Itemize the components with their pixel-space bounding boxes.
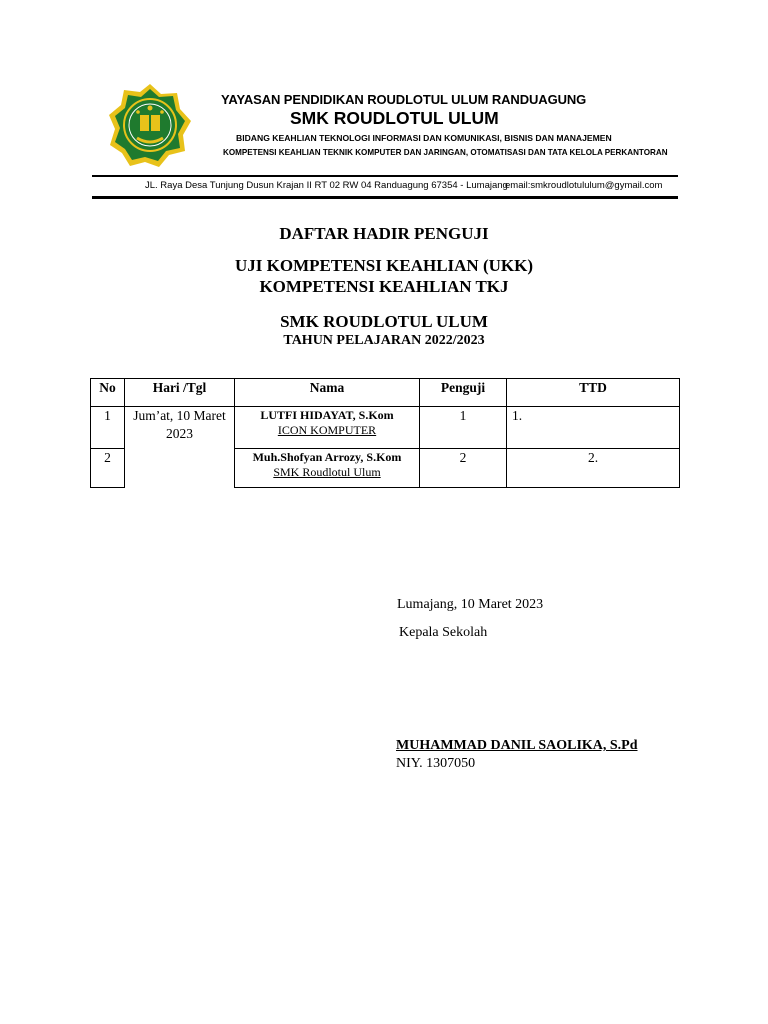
principal-name: MUHAMMAD DANIL SAOLIKA, S.Pd	[396, 738, 638, 753]
header-day-date: Hari /Tgl	[152, 380, 207, 395]
header-no: No	[99, 380, 116, 395]
academic-year: TAHUN PELAJARAN 2022/2023	[283, 333, 485, 348]
competence-line: KOMPETENSI KEAHLIAN TEKNIK KOMPUTER DAN JARINGAN, OTOMATISASI DAN TATA KELOLA PERKANTORAN	[223, 148, 668, 157]
foundation-name: YAYASAN PENDIDIKAN ROUDLOTUL ULUM RANDUAGUNG	[221, 92, 587, 107]
examiner-name: Muh.Shofyan Arrozy, S.Kom	[252, 450, 402, 464]
header-name: Nama	[309, 380, 345, 395]
row-day-date: Jum’at, 10 Maret 2023	[133, 408, 226, 441]
school-address: JL. Raya Desa Tunjung Dusun Krajan II RT 02 RW 04 Randuagung 67354 - Lumajang	[145, 180, 508, 191]
signature-place-date: Lumajang, 10 Maret 2023	[397, 597, 544, 612]
header-signature: TTD	[579, 380, 607, 395]
school-name: SMK ROUDLOTUL ULUM	[290, 108, 499, 128]
letterhead-rule-bottom	[92, 196, 678, 199]
row-signature: 2.	[587, 450, 599, 465]
competence-title: KOMPETENSI KEAHLIAN TKJ	[259, 277, 509, 296]
examiner-name: LUTFI HIDAYAT, S.Kom	[260, 408, 394, 422]
signature-position: Kepala Sekolah	[399, 625, 488, 640]
school-title: SMK ROUDLOTUL ULUM	[280, 312, 488, 331]
header-examiner: Penguji	[440, 380, 486, 395]
examiner-organization: SMK Roudlotul Ulum	[273, 465, 381, 479]
letterhead-rule-top	[92, 175, 678, 177]
document-title: DAFTAR HADIR PENGUJI	[279, 224, 489, 243]
row-no: 2	[104, 450, 111, 465]
row-signature: 1.	[512, 408, 523, 423]
school-logo-icon	[107, 82, 193, 168]
principal-id: NIY. 1307050	[396, 756, 476, 771]
school-email: email:smkroudlotululum@gymail.com	[505, 180, 663, 191]
row-examiner-number: 2	[459, 450, 467, 465]
field-of-expertise: BIDANG KEAHLIAN TEKNOLOGI INFORMASI DAN KOMUNIKASI, BISNIS DAN MANAJEMEN	[236, 133, 612, 143]
exam-title: UJI KOMPETENSI KEAHLIAN (UKK)	[235, 256, 533, 275]
examiner-organization: ICON KOMPUTER	[277, 423, 377, 437]
row-examiner-number: 1	[459, 408, 467, 423]
row-no: 1	[104, 408, 111, 423]
